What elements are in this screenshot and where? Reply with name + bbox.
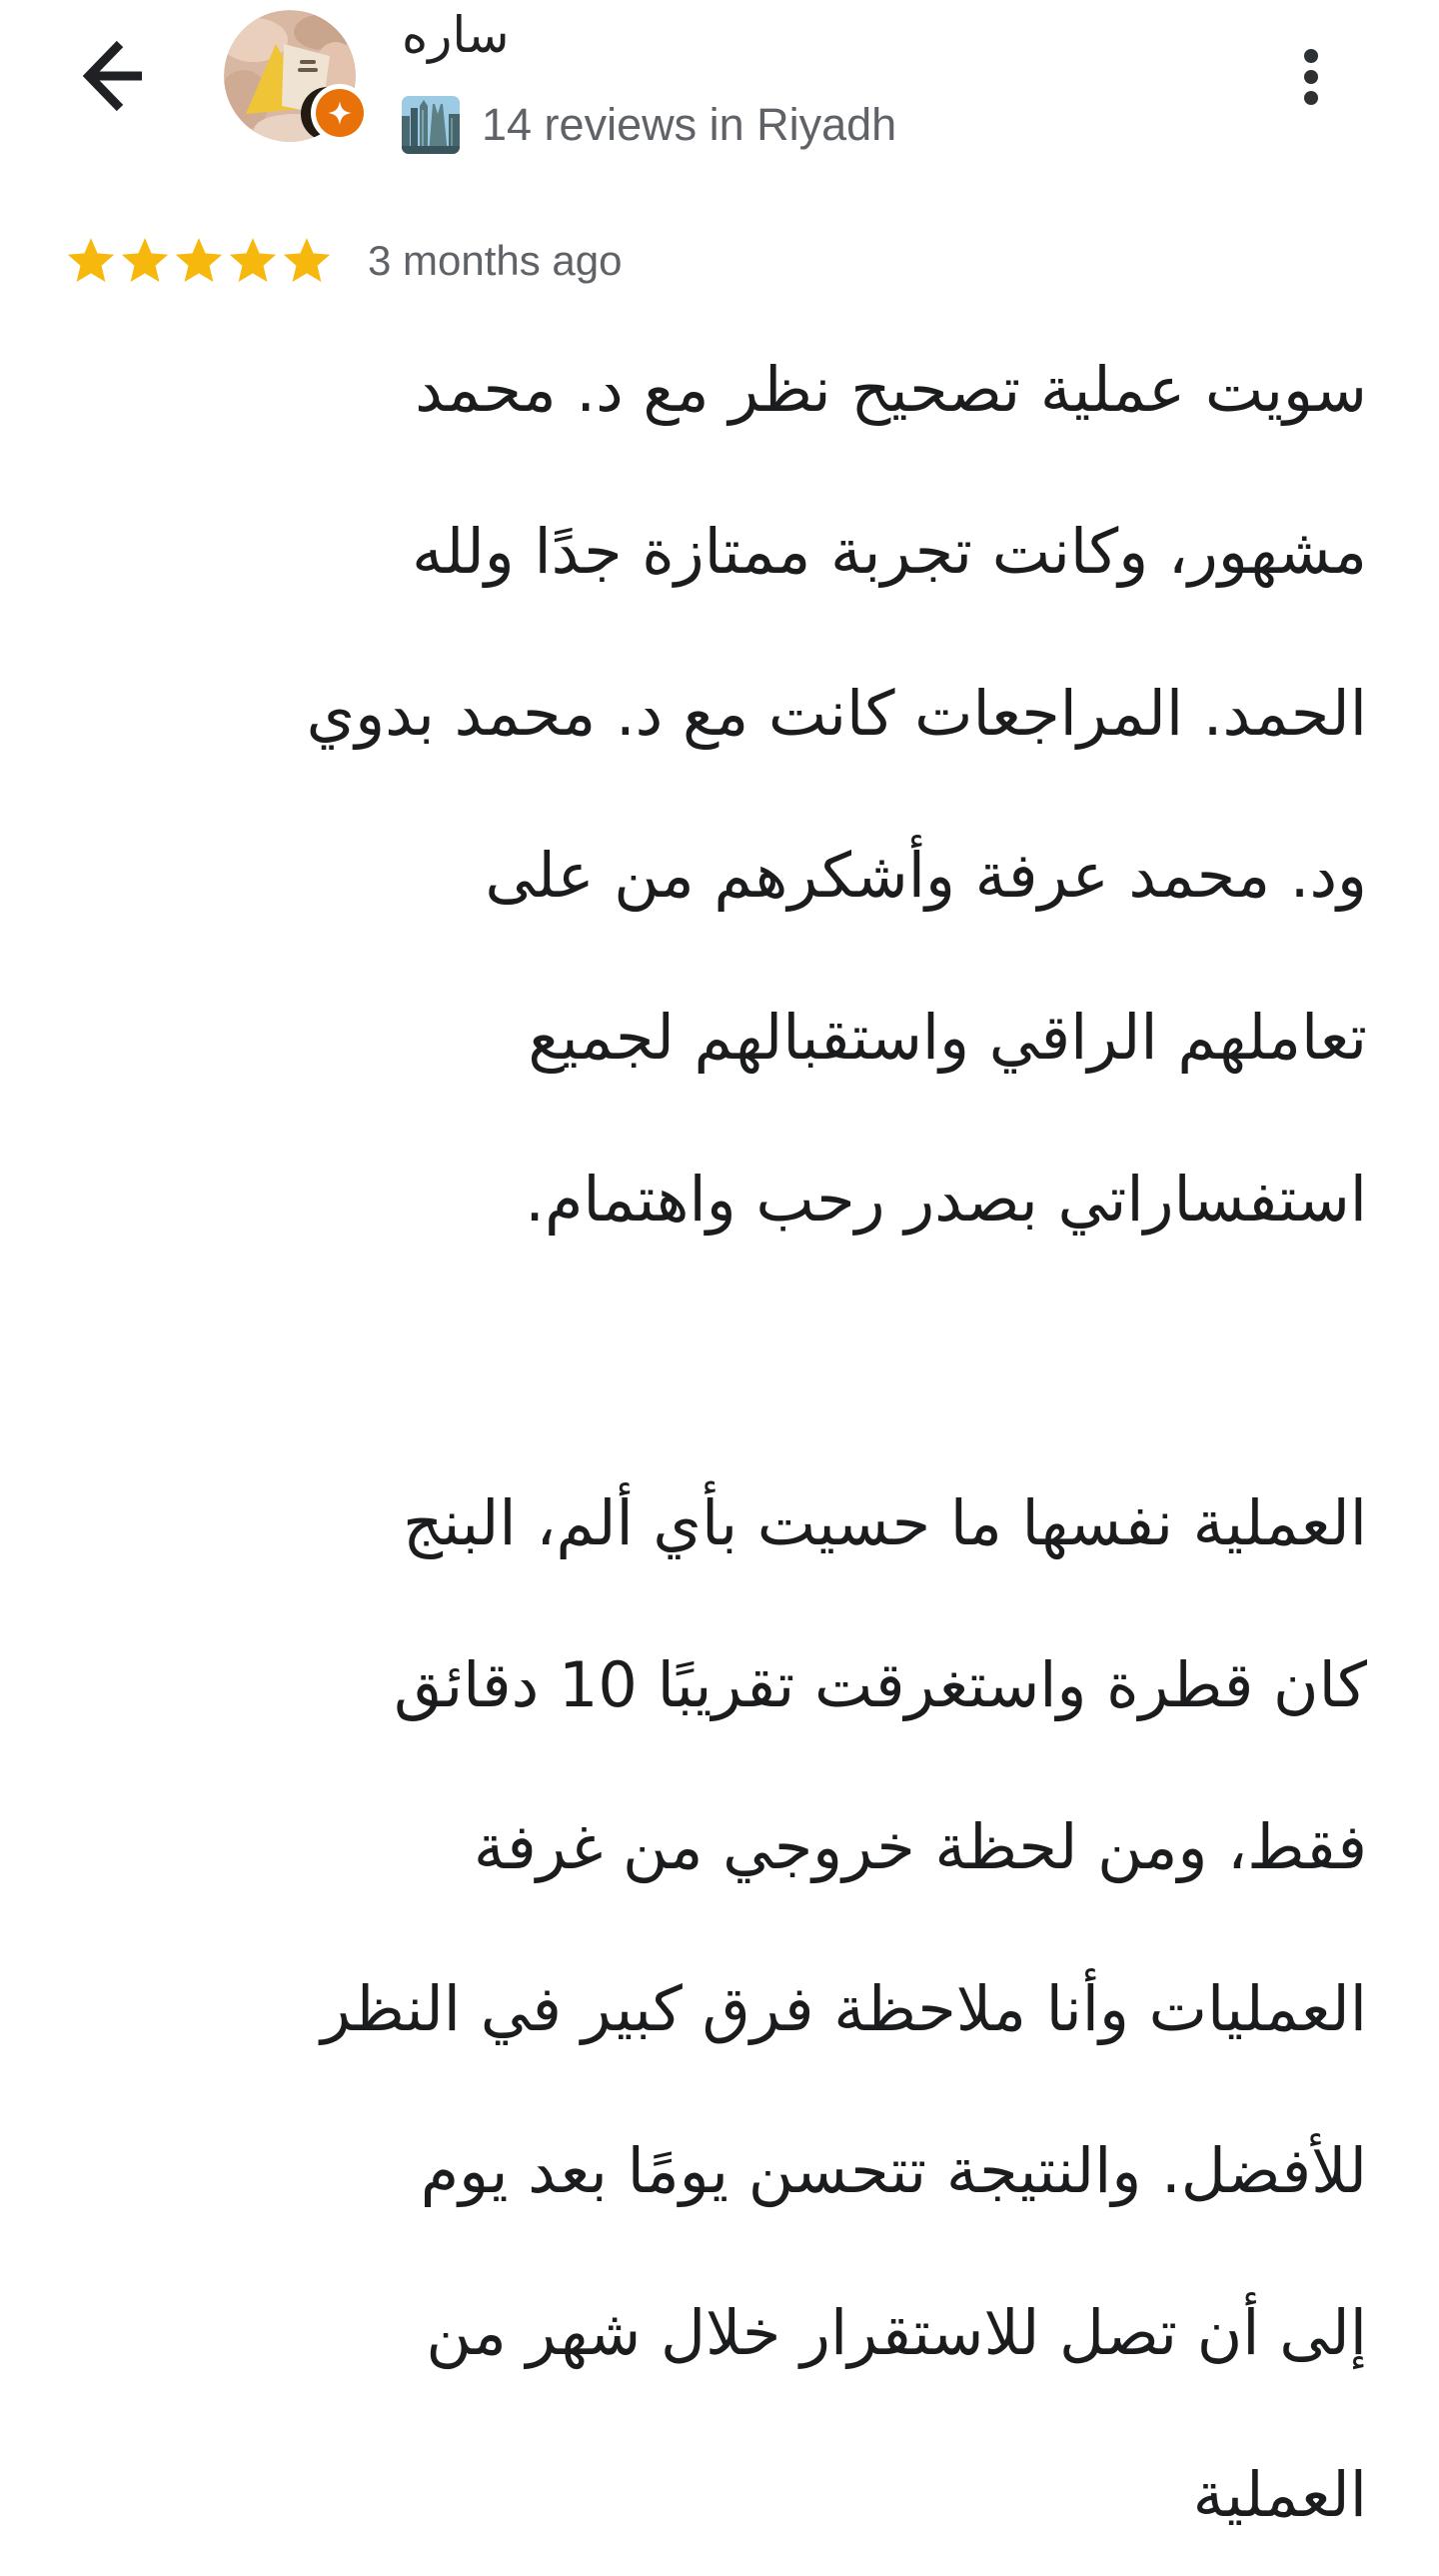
star-icon [226, 235, 280, 288]
local-guide-badge-icon [311, 84, 369, 142]
review-line: استفساراتي بصدر رحب واهتمام. [525, 1163, 1367, 1236]
review-text [45, 309, 1367, 2576]
review-line: العملية نفسها ما حسيت بأي ألم، البنج [403, 1486, 1367, 1559]
user-name: ساره [402, 6, 510, 64]
star-icon [280, 235, 334, 288]
review-line: تعاملهم الراقي واستقبالهم لجميع [528, 1001, 1367, 1074]
back-button[interactable] [70, 26, 154, 122]
review-paragraph [45, 1442, 1367, 2576]
review-line: العمليات وأنا ملاحظة فرق كبير في النظر [321, 1972, 1367, 2045]
three-dot-menu-icon [1281, 37, 1341, 121]
rating-row [64, 228, 1367, 294]
star-icon [64, 235, 118, 288]
reviews-count-label: 14 reviews in Riyadh [482, 99, 897, 150]
star-rating [64, 235, 334, 288]
review-line: الحمد. المراجعات كانت مع د. محمد بدوي [306, 677, 1367, 750]
review-line: مشهور، وكانت تجربة ممتازة جدًا ولله [412, 515, 1367, 588]
back-arrow-icon [76, 37, 148, 115]
review-date: 3 months ago [368, 237, 623, 284]
overflow-menu-button[interactable] [1281, 34, 1341, 122]
star-icon [118, 235, 172, 288]
review-paragraph [45, 309, 1367, 1281]
review-line: ود. محمد عرفة وأشكرهم من على [485, 839, 1367, 912]
review-line: فقط، ومن لحظة خروجي من غرفة [473, 1810, 1367, 1883]
review-line: كان قطرة واستغرقت تقريبًا 10 دقائق [394, 1648, 1367, 1721]
review-line: العملية [1192, 2458, 1367, 2531]
review-line: إلى أن تصل للاستقرار خلال شهر من [426, 2296, 1367, 2369]
riyadh-city-icon [402, 96, 460, 154]
star-icon [172, 235, 226, 288]
review-line: سويت عملية تصحيح نظر مع د. محمد [415, 353, 1367, 426]
review-line: للأفضل. والنتيجة تتحسن يومًا بعد يوم [420, 2134, 1367, 2207]
